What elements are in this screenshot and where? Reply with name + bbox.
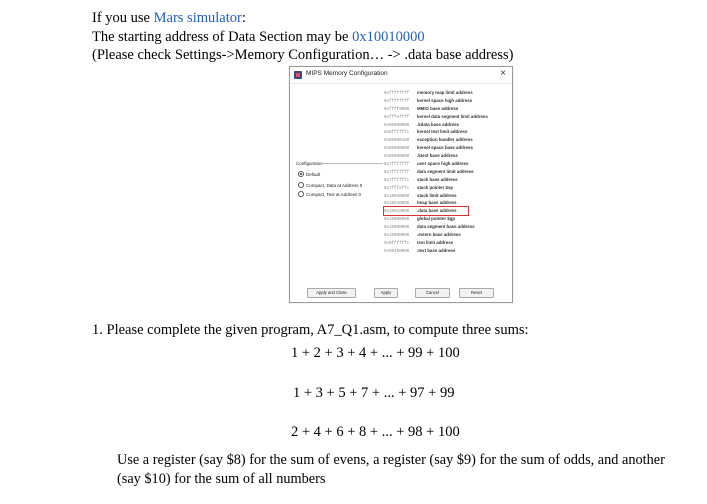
memory-row-address: 0xffffffff [384, 92, 410, 96]
memory-row-address: 0x8ffffffc [384, 131, 410, 136]
memory-row-address: 0x10010000 [384, 210, 410, 215]
config-option-label: Compact, Data at Address 0 [306, 182, 363, 188]
memory-row [384, 239, 488, 247]
memory-row [384, 89, 488, 97]
memory-row-address: 0x00400000 [384, 249, 410, 254]
reset-button[interactable]: Reset [459, 288, 494, 298]
configuration-label: Configuration [296, 161, 323, 166]
memory-row-description: global pointer $gp [417, 216, 456, 222]
memory-row [384, 113, 488, 121]
memory-row-description: kernel data segment limit address [417, 113, 488, 119]
intro-line-2: The starting address of Data Section may be 0x10010000 [92, 28, 425, 45]
config-option-label: Compact, Text at Address 0 [306, 191, 361, 197]
data-address-value: 0x10010000 [352, 28, 425, 45]
memory-row-description: stack base address [417, 176, 458, 182]
mars-simulator-link[interactable]: Mars simulator [153, 10, 242, 26]
intro-line-1: If you use Mars simulator: [92, 10, 246, 26]
memory-row [384, 192, 488, 200]
memory-row-description: user space high address [417, 161, 469, 167]
memory-row-address: 0x7ffffffc [384, 178, 410, 183]
memory-row-address: 0x10000000 [384, 234, 410, 239]
memory-row-description: .data base address [417, 208, 457, 214]
memory-row-address: 0x7fffffff [384, 170, 410, 175]
memory-row-address: 0x80000000 [384, 155, 410, 160]
dialog-title: MIPS Memory Configuration [306, 70, 388, 77]
config-option-label: Default [306, 171, 321, 177]
memory-row [384, 128, 488, 136]
memory-row [384, 247, 488, 255]
memory-row-address: 0x80000180 [384, 139, 410, 144]
memory-row-description: kernel space base address [417, 145, 473, 151]
memory-row [384, 105, 488, 113]
memory-row-address: 0xfffeffff [384, 115, 410, 120]
memory-row [384, 152, 488, 160]
highlighted-data-base-row [384, 207, 468, 215]
memory-row [384, 176, 488, 184]
question-prompt: 1. Please complete the given program, A7_Q1.asm, to compute three sums: [92, 322, 529, 338]
memory-row [384, 199, 488, 207]
memory-row-address: 0x80000000 [384, 147, 410, 152]
memory-row-address: 0x10040000 [384, 202, 410, 207]
equation-all-sum: 1 + 2 + 3 + 4 + ... + 99 + 100 [291, 345, 460, 361]
config-option-1[interactable] [298, 182, 362, 188]
memory-row [384, 168, 488, 176]
radio-icon[interactable] [298, 182, 304, 188]
config-option-2[interactable] [298, 191, 361, 197]
memory-row-address: 0x10008000 [384, 218, 410, 223]
memory-row [384, 97, 488, 105]
memory-row-description: .text base address [417, 247, 456, 253]
dialog-titlebar [290, 67, 512, 84]
memory-row-description: exception handler address [417, 137, 473, 143]
memory-row [384, 121, 488, 129]
memory-row-description: data segment base address [417, 224, 475, 230]
mars-app-icon [294, 71, 302, 79]
memory-row-description: MMIO base address [417, 105, 459, 111]
memory-row-description: kernel space high address [417, 97, 473, 103]
memory-row-description: kernel text limit address [417, 129, 468, 135]
close-icon[interactable]: × [500, 68, 506, 79]
memory-row [384, 184, 488, 192]
memory-row-description: stack pointer $sp [417, 184, 454, 190]
register-note: Use a register (say $8) for the sum of evens, a register (say $9) for the sum of odds, and another (say $10) for the sum of all numbers [117, 452, 665, 487]
memory-row-address: 0x0ffffffc [384, 241, 410, 246]
configuration-divider [319, 163, 383, 164]
memory-row-description: text limit address [417, 239, 454, 245]
memory-row [384, 160, 488, 168]
config-option-0[interactable] [298, 171, 320, 177]
memory-row [384, 215, 488, 223]
memory-row-address: 0x7fffffff [384, 163, 410, 168]
apply-and-close-button[interactable]: Apply and Close [307, 288, 356, 298]
memory-row [384, 144, 488, 152]
memory-address-list [384, 89, 488, 255]
equation-odd-sum: 1 + 3 + 5 + 7 + ... + 97 + 99 [293, 385, 455, 401]
cancel-button[interactable]: Cancel [415, 288, 450, 298]
memory-row-description: stack limit address [417, 192, 457, 198]
memory-row-description: memory map limit address [417, 90, 473, 95]
memory-row-description: .extern base address [417, 232, 461, 238]
equation-even-sum: 2 + 4 + 6 + 8 + ... + 98 + 100 [291, 424, 460, 440]
memory-row-address: 0x90000000 [384, 123, 410, 128]
radio-icon[interactable] [298, 171, 304, 177]
memory-row-address: 0xffffffff [384, 99, 410, 104]
memory-row-description: heap base address [417, 200, 457, 206]
memory-row-description: data segment limit address [417, 168, 474, 174]
memory-row [384, 136, 488, 144]
radio-icon[interactable] [298, 191, 304, 197]
memory-row-address: 0x10040000 [384, 194, 410, 199]
memory-row-address: 0xffff0000 [384, 107, 410, 112]
memory-row-description: .ktext base address [417, 153, 458, 159]
apply-button[interactable]: Apply [374, 288, 398, 298]
memory-row-address: 0x10000000 [384, 226, 410, 231]
memory-row [384, 223, 488, 231]
intro-text [92, 9, 513, 65]
memory-row [384, 231, 488, 239]
memory-configuration-dialog [289, 66, 513, 303]
memory-row-description: .kdata base address [417, 121, 459, 127]
memory-row-address: 0x7fffeffc [384, 186, 410, 191]
intro-line-3: (Please check Settings->Memory Configuration… -> .data base address) [92, 47, 514, 63]
